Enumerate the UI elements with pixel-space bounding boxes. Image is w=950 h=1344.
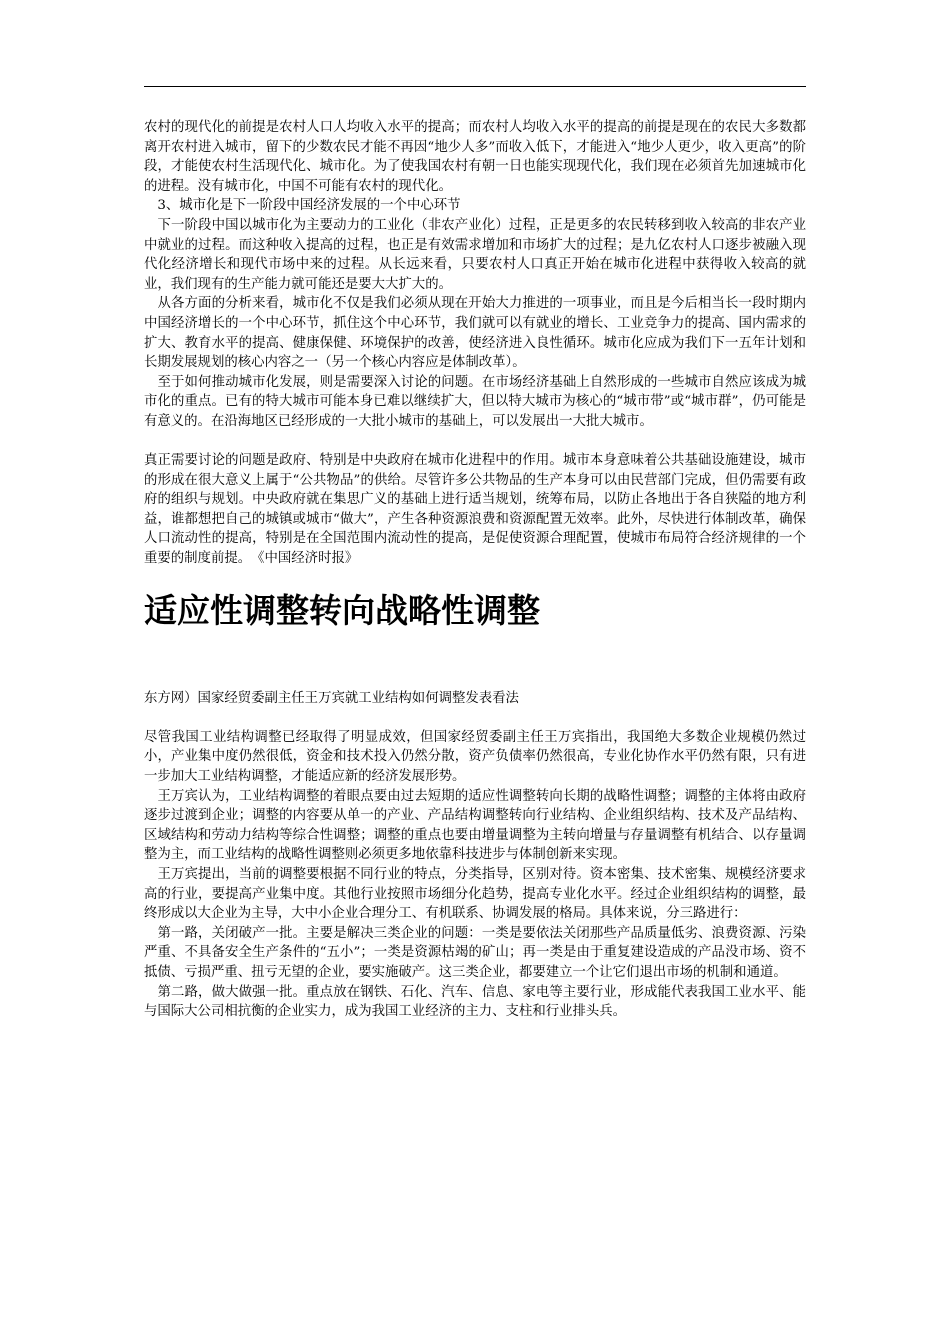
paragraph: 王万宾认为，工业结构调整的着眼点要由过去短期的适应性调整转向长期的战略性调整；调整的主体将由政府逐步过渡到企业；调整的内容要从单一的产业、产品结构调整转向行业结构、企业组织结构、技术及产品结构、区域结构和劳动力结构等综合性调整；调整的重点也要由增量调整为主转向增量与存量调整有机结合、以存量调整为主，而工业结构的战略性调整则必须更多地依靠科技进步与体制创新来实现。 bbox=[144, 788, 806, 863]
paragraph: 尽管我国工业结构调整已经取得了明显成效，但国家经贸委副主任王万宾指出，我国绝大多数企业规模仍然过小，产业集中度仍然很低，资金和技术投入仍然分散，资产负债率仍然很高，专业化协作水平仍然有限，只有进一步加大工业结构调整，才能适应新的经济发展形势。 bbox=[144, 729, 806, 785]
paragraph: 下一阶段中国以城市化为主要动力的工业化（非农产业化）过程，正是更多的农民转移到收入较高的非农产业中就业的过程。而这种收入提高的过程，也正是有效需求增加和市场扩大的过程；是九亿农村人口逐步被融入现代化经济增长和现代市场中来的过程。从长远来看，只要农村人口真正开始在城市化进程中获得收入较高的就业，我们现有的生产能力就可能还是要大大扩大的。 bbox=[144, 217, 806, 292]
section-heading: 3、城市化是下一阶段中国经济发展的一个中心环节 bbox=[144, 198, 461, 214]
paragraph: 真正需要讨论的问题是政府、特别是中央政府在城市化进程中的作用。城市本身意味着公共基础设施建设，城市的形成在很大意义上属于“公共物品”的供给。尽管许多公共物品的生产本身可以由民营部门完成，但仍需要有政府的组织与规划。中央政府就在集思广义的基础上进行适当规划，统筹布局，以防止各地出于各自狭隘的地方利益，谁都想把自己的城镇或城市“做大”，产生各种资源浪费和资源配置无效率。此外，尽快进行体制改革，确保人口流动性的提高，特别是在全国范围内流动性的提高，是促使资源合理配置，使城市布局符合经济规律的一个重要的制度前提。 《中国经济时报》 bbox=[144, 453, 806, 567]
blank-line bbox=[144, 432, 806, 452]
header-rule bbox=[144, 86, 806, 87]
spacer bbox=[144, 631, 806, 689]
paragraph: 第一路，关闭破产一批。主要是解决三类企业的问题：一类是要依法关闭那些产品质量低劣、浪费资源、污染严重、不具备安全生产条件的“五小”；一类是资源枯竭的矿山；再一类是由于重复建设造成的产品没市场、资不抵债、亏损严重、扭亏无望的企业，要实施破产。这三类企业，都要建立一个让它们退出市场的机制和通道。 bbox=[144, 925, 806, 980]
blank-line bbox=[144, 708, 806, 728]
paragraph: 第二路，做大做强一批。重点放在钢铁、石化、汽车、信息、家电等主要行业，形成能代表我国工业水平、能与国际大公司相抗衡的企业实力，成为我国工业经济的主力、支柱和行业排头兵。 bbox=[144, 984, 806, 1020]
source-line: 东方网）国家经贸委副主任王万宾就工业结构如何调整发表看法 bbox=[144, 690, 519, 706]
spacer bbox=[144, 569, 806, 591]
paragraph: 至于如何推动城市化发展，则是需要深入讨论的问题。在市场经济基础上自然形成的一些城市自然应该成为城市化的重点。已有的特大城市可能本身已难以继续扩大，但以特大城市为核心的“城市带”或“城市群”，仍可能是有意义的。在沿海地区已经形成的一大批小城市的基础上，可以发展出一大批大城市。 bbox=[144, 374, 806, 429]
paragraph: 王万宾提出，当前的调整要根据不同行业的特点，分类指导，区别对待。资本密集、技术密集、规模经济要求高的行业，要提高产业集中度。其他行业按照市场细分化趋势，提高专业化水平。经过企业组织结构的调整，最终形成以大企业为主导，大中小企业合理分工、有机联系、协调发展的格局。具体来说，分三路进行： bbox=[144, 867, 806, 922]
article-title: 适应性调整转向战略性调整 bbox=[144, 590, 540, 630]
document-body bbox=[144, 118, 806, 1022]
paragraph: 农村的现代化的前提是农村人口人均收入水平的提高；而农村人均收入水平的提高的前提是现在的农民大多数都离开农村进入城市，留下的少数农民才能不再因“地少人多”而收入低下，才能进入“地少人更少，收入更高”的阶段，才能使农村生活现代化、城市化。为了使我国农村有朝一日也能实现现代化，我们现在必须首先加速城市化的进程。没有城市化，中国不可能有农村的现代化。 bbox=[144, 120, 806, 194]
paragraph: 从各方面的分析来看，城市化不仅是我们必须从现在开始大力推进的一项事业，而且是今后相当长一段时期内中国经济增长的一个中心环节，抓住这个中心环节，我们就可以有就业的增长、工业竞争力的提高、国内需求的扩大、教育水平的提高、健康保健、环境保护的改善，使经济进入良性循环。城市化应成为我们下一五年计划和长期发展规划的核心内容之一（另一个核心内容应是体制改革）。 bbox=[144, 296, 806, 371]
